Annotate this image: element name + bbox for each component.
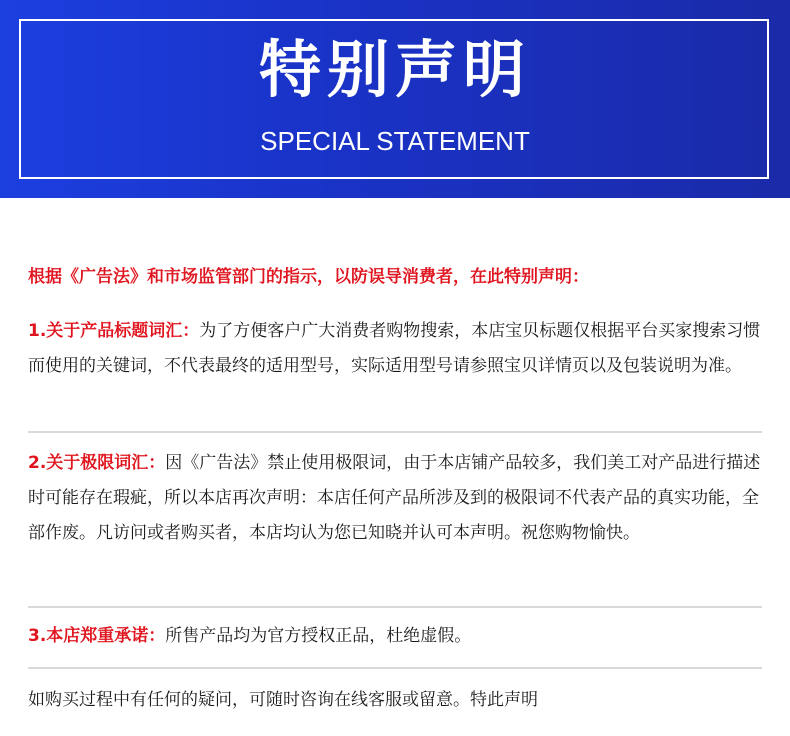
section-text: 所售产品均为官方授权正品，杜绝虚假。 <box>165 626 472 646</box>
intro-statement: 根据《广告法》和市场监管部门的指示，以防误导消费者，在此特别声明： <box>28 267 589 287</box>
page-subtitle: SPECIAL STATEMENT <box>260 126 530 156</box>
section-product-title-words <box>28 314 764 384</box>
section-heading: 2.关于极限词汇： <box>28 453 166 473</box>
page-title: 特别声明 <box>258 33 531 106</box>
section-extreme-words <box>28 446 764 551</box>
footer-note: 如购买过程中有任何的疑问，可随时咨询在线客服或留意。特此声明 <box>28 690 538 710</box>
section-text: 因《广告法》禁止使用极限词，由于本店铺产品较多，我们美工对产品进行描述时可能存在瑕疵，所以本店再次声明：本店任何产品所涉及到的极限词不代表产品的真实功能，全部作废。凡访问或者购买者，本店均认为您已知晓并认可本声明。祝您购物愉快。 <box>28 453 761 543</box>
header-banner <box>0 0 790 198</box>
section-heading: 1.关于产品标题词汇： <box>28 321 200 341</box>
divider <box>28 606 762 608</box>
section-store-promise <box>28 619 764 654</box>
divider <box>28 431 762 433</box>
divider <box>28 667 762 669</box>
section-text: 为了方便客户广大消费者购物搜索，本店宝贝标题仅根据平台买家搜索习惯而使用的关键词，不代表最终的适用型号，实际适用型号请参照宝贝详情页以及包装说明为准。 <box>28 321 761 376</box>
section-heading: 3.本店郑重承诺： <box>28 626 166 646</box>
